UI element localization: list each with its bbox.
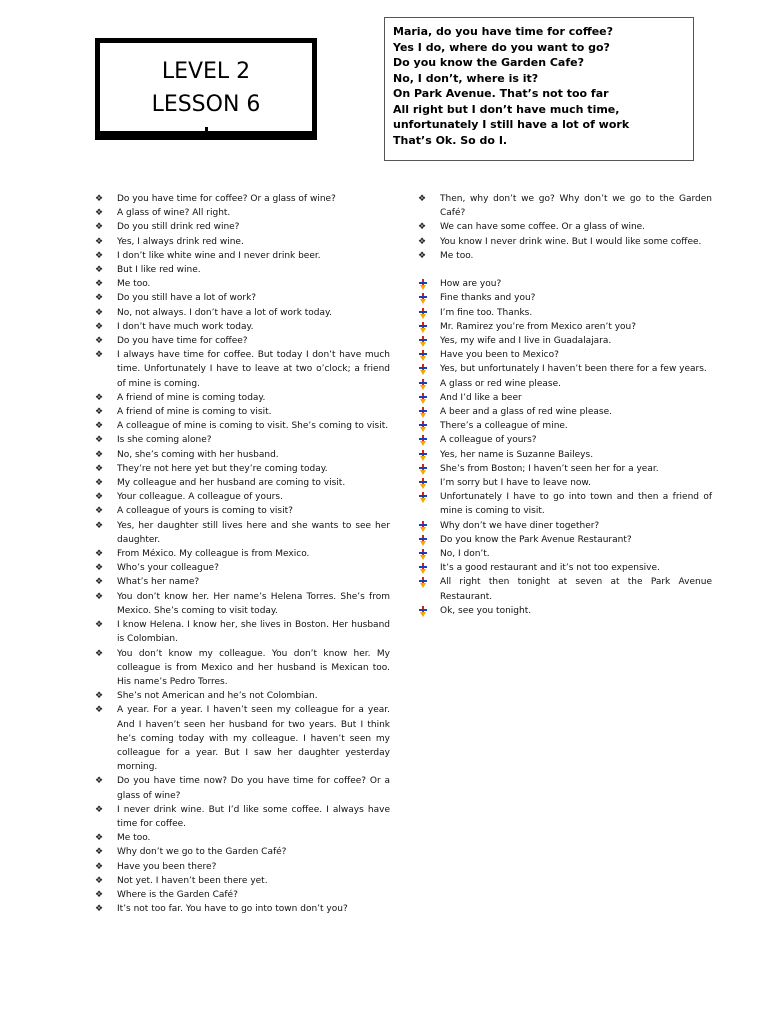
phrase-text: It’s not too far. You have to go into town don’t you? bbox=[117, 904, 348, 915]
phrase-item bbox=[416, 277, 712, 291]
down-arrow-bullet-icon bbox=[419, 279, 427, 290]
phrase-text: And I’d like a beer bbox=[440, 392, 522, 403]
diamond-bullet-icon: ❖ bbox=[94, 591, 104, 602]
phrase-item bbox=[93, 348, 390, 391]
left-column bbox=[93, 192, 390, 916]
phrase-text: Do you still have a lot of work? bbox=[117, 293, 257, 304]
diamond-bullet-icon: ❖ bbox=[94, 833, 104, 844]
diamond-bullet-icon: ❖ bbox=[94, 648, 104, 659]
phrase-text: No, not always. I don’t have a lot of work today. bbox=[117, 307, 332, 318]
phrase-item bbox=[93, 235, 390, 249]
phrase-text: I always have time for coffee. But today I don’t have much time. Unfortunately I have to leave at two o’clock; a friend of mine is coming. bbox=[117, 350, 390, 389]
dialog-line: Do you know the Garden Cafe? bbox=[393, 56, 584, 69]
phrase-text: There’s a colleague of mine. bbox=[440, 421, 568, 432]
phrase-text: What’s her name? bbox=[117, 577, 200, 588]
down-arrow-bullet-icon bbox=[419, 393, 427, 404]
diamond-bullet-icon: ❖ bbox=[94, 705, 104, 716]
phrase-text: Yes, I always drink red wine. bbox=[117, 236, 244, 247]
phrase-item bbox=[416, 334, 712, 348]
dialog-line: That’s Ok. So do I. bbox=[393, 133, 508, 147]
diamond-bullet-icon: ❖ bbox=[94, 336, 104, 347]
down-arrow-bullet-icon bbox=[419, 379, 427, 390]
phrase-item bbox=[93, 547, 390, 561]
diamond-bullet-icon: ❖ bbox=[94, 776, 104, 787]
phrase-item bbox=[93, 206, 390, 220]
phrase-item bbox=[416, 220, 712, 234]
diamond-bullet-icon: ❖ bbox=[94, 620, 104, 631]
down-arrow-bullet-icon bbox=[419, 364, 427, 375]
phrase-text: I’m fine too. Thanks. bbox=[440, 307, 533, 318]
phrase-text: A beer and a glass of red wine please. bbox=[440, 407, 612, 418]
diamond-bullet-icon: ❖ bbox=[94, 549, 104, 560]
down-arrow-bullet-icon bbox=[419, 535, 427, 546]
phrase-item bbox=[93, 433, 390, 447]
down-arrow-bullet-icon bbox=[419, 350, 427, 361]
phrase-item bbox=[416, 476, 712, 490]
diamond-bullet-icon: ❖ bbox=[94, 449, 104, 460]
diamond-bullet-icon: ❖ bbox=[94, 194, 104, 204]
diamond-bullet-icon: ❖ bbox=[94, 492, 104, 503]
diamond-bullet-icon: ❖ bbox=[417, 236, 427, 247]
phrase-item bbox=[93, 504, 390, 518]
phrase-text: Is she coming alone? bbox=[117, 435, 212, 446]
phrase-text: Me too. bbox=[117, 279, 151, 290]
phrase-item bbox=[93, 277, 390, 291]
diamond-bullet-icon: ❖ bbox=[94, 350, 104, 361]
diamond-bullet-icon: ❖ bbox=[94, 463, 104, 474]
diamond-bullet-icon: ❖ bbox=[94, 435, 104, 446]
dialog-line: Maria, do you have time for coffee? bbox=[393, 25, 614, 38]
phrase-item bbox=[416, 249, 712, 263]
diamond-bullet-icon: ❖ bbox=[94, 392, 104, 403]
phrase-text: Ok, see you tonight. bbox=[440, 605, 532, 616]
phrase-item bbox=[416, 377, 712, 391]
diamond-bullet-icon: ❖ bbox=[94, 904, 104, 915]
phrase-text: I’m sorry but I have to leave now. bbox=[440, 478, 591, 489]
phrase-text: My colleague and her husband are coming to visit. bbox=[117, 478, 346, 489]
phrase-text: Unfortunately I have to go into town and then a friend of mine is coming to visit. bbox=[440, 492, 712, 517]
phrase-item bbox=[93, 561, 390, 575]
phrase-item bbox=[93, 703, 390, 774]
phrase-text: A colleague of mine is coming to visit. She’s coming to visit. bbox=[117, 421, 389, 432]
phrase-text: We can have some coffee. Or a glass of wine. bbox=[440, 222, 646, 233]
phrase-text: Do you have time for coffee? Or a glass of wine? bbox=[117, 194, 336, 204]
diamond-bullet-icon: ❖ bbox=[94, 563, 104, 574]
phrase-item bbox=[93, 519, 390, 547]
diamond-bullet-icon: ❖ bbox=[94, 407, 104, 418]
phrase-item bbox=[416, 448, 712, 462]
phrase-text: Do you know the Park Avenue Restaurant? bbox=[440, 534, 632, 545]
phrase-item bbox=[93, 490, 390, 504]
phrase-text: Who’s your colleague? bbox=[117, 563, 219, 574]
phrase-text: Me too. bbox=[440, 250, 474, 261]
phrase-item bbox=[93, 263, 390, 277]
phrase-text: Yes, her daughter still lives here and she wants to see her daughter. bbox=[117, 520, 390, 545]
phrase-text: No, I don’t. bbox=[440, 549, 490, 560]
down-arrow-bullet-icon bbox=[419, 336, 427, 347]
phrase-item bbox=[93, 902, 390, 916]
down-arrow-bullet-icon bbox=[419, 450, 427, 461]
phrase-text: Have you been there? bbox=[117, 861, 217, 872]
phrase-text: You don’t know my colleague. You don’t know her. My colleague is from Mexico and her husband is Mexican too. His name’s Pedro Torres. bbox=[117, 648, 390, 687]
diamond-bullet-icon: ❖ bbox=[94, 307, 104, 318]
title-box-mark bbox=[205, 127, 208, 135]
phrase-text: I don’t have much work today. bbox=[117, 321, 254, 332]
down-arrow-bullet-icon bbox=[419, 464, 427, 475]
down-arrow-bullet-icon bbox=[419, 478, 427, 489]
phrase-text: Fine thanks and you? bbox=[440, 293, 536, 304]
phrase-item bbox=[416, 433, 712, 447]
phrase-text: A glass or red wine please. bbox=[440, 378, 561, 389]
phrase-item bbox=[93, 845, 390, 859]
phrase-item bbox=[416, 519, 712, 533]
phrase-text: How are you? bbox=[440, 279, 502, 290]
phrase-text: I never drink wine. But I’d like some coffee. I always have time for coffee. bbox=[117, 804, 390, 829]
phrase-item bbox=[416, 235, 712, 249]
diamond-bullet-icon: ❖ bbox=[94, 506, 104, 517]
phrase-item bbox=[93, 334, 390, 348]
phrase-item bbox=[416, 306, 712, 320]
phrase-text: But I like red wine. bbox=[117, 265, 201, 276]
down-arrow-bullet-icon bbox=[419, 549, 427, 560]
phrase-text: They’re not here yet but they’re coming today. bbox=[117, 463, 328, 474]
phrase-item bbox=[416, 462, 712, 476]
diamond-bullet-icon: ❖ bbox=[94, 421, 104, 432]
diamond-bullet-icon: ❖ bbox=[417, 222, 427, 233]
phrase-item bbox=[93, 874, 390, 888]
phrase-item bbox=[93, 803, 390, 831]
phrase-text: You don’t know her. Her name’s Helena Torres. She’s from Mexico. She’s coming to visit today. bbox=[117, 591, 390, 616]
diamond-bullet-icon: ❖ bbox=[94, 208, 104, 219]
diamond-bullet-icon: ❖ bbox=[94, 265, 104, 276]
left-phrase-list bbox=[93, 192, 390, 916]
phrase-text: I know Helena. I know her, she lives in Boston. Her husband is Colombian. bbox=[117, 620, 390, 645]
phrase-item bbox=[93, 476, 390, 490]
phrase-item bbox=[416, 291, 712, 305]
dialog-box bbox=[384, 17, 694, 161]
down-arrow-bullet-icon bbox=[419, 492, 427, 503]
down-arrow-bullet-icon bbox=[419, 521, 427, 532]
down-arrow-bullet-icon bbox=[419, 407, 427, 418]
phrase-item bbox=[93, 590, 390, 618]
dialog-line: Yes I do, where do you want to go? bbox=[393, 40, 610, 54]
diamond-bullet-icon: ❖ bbox=[94, 804, 104, 815]
diamond-bullet-icon: ❖ bbox=[94, 236, 104, 247]
diamond-bullet-icon: ❖ bbox=[94, 889, 104, 900]
phrase-text: A friend of mine is coming today. bbox=[117, 392, 266, 403]
phrase-text: Yes, her name is Suzanne Baileys. bbox=[440, 449, 594, 460]
phrase-item bbox=[416, 362, 712, 376]
diamond-bullet-icon: ❖ bbox=[417, 250, 427, 261]
phrase-item bbox=[93, 320, 390, 334]
phrase-text: A colleague of yours? bbox=[440, 435, 537, 446]
phrase-text: All right then tonight at seven at the Park Avenue Restaurant. bbox=[440, 577, 712, 602]
phrase-item bbox=[93, 306, 390, 320]
phrase-text: Then, why don’t we go? Why don’t we go to the Garden Café? bbox=[440, 194, 712, 219]
diamond-bullet-icon: ❖ bbox=[94, 577, 104, 588]
phrase-text: Yes, my wife and I live in Guadalajara. bbox=[440, 336, 612, 347]
phrase-item bbox=[93, 774, 390, 802]
phrase-item bbox=[93, 448, 390, 462]
diamond-bullet-icon: ❖ bbox=[94, 691, 104, 702]
phrase-text: It’s a good restaurant and it’s not too expensive. bbox=[440, 563, 660, 574]
list-spacer bbox=[416, 263, 712, 277]
phrase-text: Mr. Ramirez you’re from Mexico aren’t you? bbox=[440, 321, 637, 332]
phrase-item bbox=[93, 462, 390, 476]
phrase-item bbox=[416, 391, 712, 405]
phrase-item bbox=[93, 618, 390, 646]
down-arrow-bullet-icon bbox=[419, 293, 427, 304]
dialog-line: All right but I don’t have much time, unfortunately I still have a lot of work bbox=[393, 102, 630, 131]
lesson-title-box bbox=[95, 38, 317, 140]
diamond-bullet-icon: ❖ bbox=[94, 875, 104, 886]
diamond-bullet-icon: ❖ bbox=[94, 478, 104, 489]
phrase-text: Where is the Garden Café? bbox=[117, 889, 238, 900]
down-arrow-bullet-icon bbox=[419, 577, 427, 588]
phrase-item bbox=[93, 192, 390, 206]
phrase-item bbox=[93, 405, 390, 419]
down-arrow-bullet-icon bbox=[419, 606, 427, 617]
dialog-line: On Park Avenue. That’s not too far bbox=[393, 87, 609, 100]
phrase-text: Do you still drink red wine? bbox=[117, 222, 240, 233]
down-arrow-bullet-icon bbox=[419, 308, 427, 319]
phrase-text: She’s not American and he’s not Colombian. bbox=[117, 691, 318, 702]
diamond-bullet-icon: ❖ bbox=[94, 321, 104, 332]
phrase-text: A glass of wine? All right. bbox=[117, 208, 231, 219]
phrase-item bbox=[93, 888, 390, 902]
phrase-text: Why don’t we have diner together? bbox=[440, 520, 600, 531]
phrase-text: Do you have time now? Do you have time for coffee? Or a glass of wine? bbox=[117, 776, 390, 801]
diamond-bullet-icon: ❖ bbox=[94, 222, 104, 233]
phrase-item bbox=[416, 405, 712, 419]
down-arrow-bullet-icon bbox=[419, 563, 427, 574]
phrase-text: Your colleague. A colleague of yours. bbox=[117, 492, 283, 503]
phrase-item bbox=[416, 348, 712, 362]
phrase-item bbox=[416, 561, 712, 575]
phrase-item bbox=[416, 320, 712, 334]
phrase-text: From México. My colleague is from Mexico. bbox=[117, 549, 310, 560]
phrase-text: A colleague of yours is coming to visit? bbox=[117, 506, 293, 517]
right-phrase-list-diamond bbox=[416, 192, 712, 263]
phrase-text: A year. For a year. I haven’t seen my colleague for a year. And I haven’t seen her husband for two years. But I think he’s coming today with my colleague. I haven’t seen my colleague for a year. But I saw her daughter yesterday morning. bbox=[117, 705, 390, 773]
diamond-bullet-icon: ❖ bbox=[417, 194, 427, 204]
phrase-item bbox=[93, 391, 390, 405]
down-arrow-bullet-icon bbox=[419, 435, 427, 446]
diamond-bullet-icon: ❖ bbox=[94, 293, 104, 304]
phrase-item bbox=[93, 291, 390, 305]
phrase-item bbox=[416, 490, 712, 518]
phrase-item bbox=[93, 575, 390, 589]
phrase-item bbox=[416, 533, 712, 547]
diamond-bullet-icon: ❖ bbox=[94, 861, 104, 872]
right-phrase-list-arrow bbox=[416, 277, 712, 618]
phrase-text: Why don’t we go to the Garden Café? bbox=[117, 847, 287, 858]
phrase-item bbox=[93, 689, 390, 703]
phrase-text: Have you been to Mexico? bbox=[440, 350, 559, 361]
phrase-text: No, she’s coming with her husband. bbox=[117, 449, 279, 460]
right-column bbox=[416, 192, 712, 618]
diamond-bullet-icon: ❖ bbox=[94, 847, 104, 858]
phrase-item bbox=[93, 831, 390, 845]
down-arrow-bullet-icon bbox=[419, 421, 427, 432]
lesson-title: LESSON 6 bbox=[151, 92, 261, 117]
phrase-item bbox=[416, 575, 712, 603]
phrase-item bbox=[416, 547, 712, 561]
phrase-item bbox=[93, 419, 390, 433]
phrase-text: I don’t like white wine and I never drink beer. bbox=[117, 250, 321, 261]
phrase-item bbox=[93, 249, 390, 263]
dialog-line: No, I don’t, where is it? bbox=[393, 71, 539, 85]
diamond-bullet-icon: ❖ bbox=[94, 250, 104, 261]
diamond-bullet-icon: ❖ bbox=[94, 279, 104, 290]
phrase-text: You know I never drink wine. But I would like some coffee. bbox=[440, 236, 702, 247]
diamond-bullet-icon: ❖ bbox=[94, 520, 104, 531]
phrase-item bbox=[416, 192, 712, 220]
level-title: LEVEL 2 bbox=[161, 59, 251, 84]
phrase-text: Not yet. I haven’t been there yet. bbox=[117, 875, 268, 886]
phrase-item bbox=[93, 860, 390, 874]
phrase-item bbox=[93, 647, 390, 690]
phrase-text: Me too. bbox=[117, 833, 151, 844]
down-arrow-bullet-icon bbox=[419, 322, 427, 333]
phrase-text: Do you have time for coffee? bbox=[117, 336, 248, 347]
phrase-item bbox=[416, 419, 712, 433]
phrase-text: A friend of mine is coming to visit. bbox=[117, 407, 272, 418]
phrase-item bbox=[93, 220, 390, 234]
phrase-item bbox=[416, 604, 712, 618]
phrase-text: Yes, but unfortunately I haven’t been there for a few years. bbox=[440, 364, 707, 375]
phrase-text: She’s from Boston; I haven’t seen her for a year. bbox=[440, 463, 659, 474]
